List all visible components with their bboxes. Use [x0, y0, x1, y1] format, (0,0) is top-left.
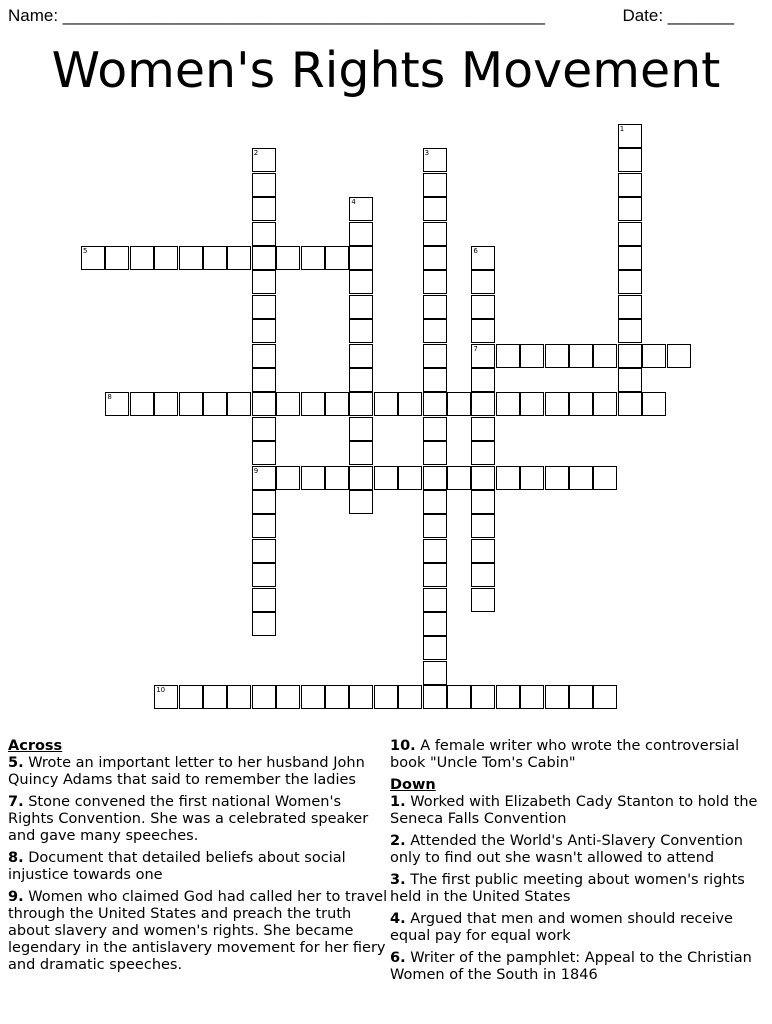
grid-cell[interactable] [642, 392, 666, 416]
grid-cell[interactable] [325, 685, 349, 709]
grid-cell[interactable] [471, 417, 495, 441]
grid-cell[interactable] [179, 392, 203, 416]
grid-cell[interactable] [471, 246, 495, 270]
grid-cell[interactable] [471, 270, 495, 294]
grid-cell[interactable] [252, 441, 276, 465]
clues-left-column [8, 738, 388, 979]
header [8, 6, 764, 28]
grid-cell[interactable] [423, 490, 447, 514]
grid-cell[interactable] [423, 197, 447, 221]
clue-text: Wrote an important letter to her husband John Quincy Adams that said to remember the ladies [8, 755, 365, 788]
grid-cell[interactable] [471, 392, 495, 416]
grid-cell[interactable] [618, 368, 642, 392]
grid-cell[interactable] [618, 319, 642, 343]
clue-number: 6. [390, 950, 406, 966]
clue-number: 5. [8, 755, 24, 771]
cell-number: 6 [473, 247, 478, 255]
grid-cell[interactable] [471, 344, 495, 368]
grid-cell[interactable] [423, 466, 447, 490]
grid-cell[interactable] [203, 246, 227, 270]
grid-cell[interactable] [374, 392, 398, 416]
grid-cell[interactable] [569, 685, 593, 709]
grid-cell[interactable] [349, 246, 373, 270]
grid-cell[interactable] [349, 466, 373, 490]
grid-cell[interactable] [203, 685, 227, 709]
grid-cell[interactable] [471, 685, 495, 709]
grid-cell[interactable] [423, 148, 447, 172]
grid-cell[interactable] [301, 392, 325, 416]
grid-cell[interactable] [423, 514, 447, 538]
grid-cell[interactable] [276, 246, 300, 270]
grid-cell[interactable] [423, 661, 447, 685]
grid-cell[interactable] [423, 636, 447, 660]
grid-cell[interactable] [593, 466, 617, 490]
grid-cell[interactable] [252, 295, 276, 319]
page-title: Women's Rights Movement [51, 42, 721, 99]
grid-cell[interactable] [447, 466, 471, 490]
grid-cell[interactable] [398, 685, 422, 709]
grid-cell[interactable] [301, 466, 325, 490]
grid-cell[interactable] [130, 246, 154, 270]
grid-cell[interactable] [349, 685, 373, 709]
grid-cell[interactable] [349, 344, 373, 368]
clue-text: Worked with Elizabeth Cady Stanton to hold the Seneca Falls Convention [390, 794, 758, 827]
clue-text: Argued that men and women should receive equal pay for equal work [390, 911, 733, 944]
grid-cell[interactable] [349, 270, 373, 294]
grid-cell[interactable] [154, 685, 178, 709]
clue-across-5 [8, 755, 388, 789]
grid-cell[interactable] [325, 466, 349, 490]
grid-cell[interactable] [423, 295, 447, 319]
grid-cell[interactable] [179, 246, 203, 270]
grid-cell[interactable] [227, 392, 251, 416]
grid-cell[interactable] [423, 222, 447, 246]
grid-cell[interactable] [471, 466, 495, 490]
grid-cell[interactable] [496, 344, 520, 368]
clue-text: Writer of the pamphlet: Appeal to the Christian Women of the South in 1846 [390, 950, 752, 983]
grid-cell[interactable] [252, 197, 276, 221]
grid-cell[interactable] [423, 441, 447, 465]
clue-down-3 [390, 872, 765, 906]
grid-cell[interactable] [252, 270, 276, 294]
grid-cell[interactable] [471, 514, 495, 538]
cell-number: 5 [83, 247, 88, 255]
grid-cell[interactable] [423, 392, 447, 416]
grid-cell[interactable] [252, 222, 276, 246]
grid-cell[interactable] [423, 563, 447, 587]
grid-cell[interactable] [569, 392, 593, 416]
grid-cell[interactable] [618, 295, 642, 319]
grid-cell[interactable] [154, 392, 178, 416]
grid-cell[interactable] [349, 222, 373, 246]
grid-cell[interactable] [423, 368, 447, 392]
grid-cell[interactable] [423, 539, 447, 563]
grid-cell[interactable] [349, 392, 373, 416]
grid-cell[interactable] [618, 392, 642, 416]
grid-cell[interactable] [227, 246, 251, 270]
grid-cell[interactable] [593, 685, 617, 709]
grid-cell[interactable] [618, 246, 642, 270]
grid-cell[interactable] [471, 368, 495, 392]
clue-across-9 [8, 889, 388, 974]
grid-cell[interactable] [447, 685, 471, 709]
clue-down-6 [390, 950, 765, 984]
grid-cell[interactable] [545, 685, 569, 709]
cell-number: 9 [253, 466, 259, 475]
clue-down-4 [390, 911, 765, 945]
grid-cell[interactable] [252, 466, 276, 490]
clue-across-8 [8, 850, 388, 884]
grid-cell[interactable] [496, 685, 520, 709]
grid-cell[interactable] [252, 490, 276, 514]
grid-cell[interactable] [252, 514, 276, 538]
grid-cell[interactable] [374, 466, 398, 490]
grid-cell[interactable] [252, 246, 276, 270]
grid-cell[interactable] [471, 295, 495, 319]
grid-cell[interactable] [618, 124, 642, 148]
across-heading: Across [8, 738, 63, 754]
grid-cell[interactable] [325, 246, 349, 270]
grid-cell[interactable] [398, 392, 422, 416]
grid-cell[interactable] [520, 466, 544, 490]
grid-cell[interactable] [618, 197, 642, 221]
clue-text: Women who claimed God had called her to travel through the United States and preach the truth about slavery and women's rights. She became legendary in the antislavery movement for her fiery and dramatic speeches. [8, 889, 388, 973]
clue-number: 10. [390, 738, 416, 754]
clue-down-2 [390, 833, 765, 867]
clue-across-7 [8, 794, 388, 845]
grid-cell[interactable] [423, 344, 447, 368]
grid-cell[interactable] [349, 197, 373, 221]
grid-cell[interactable] [471, 319, 495, 343]
clue-text: Stone convened the first national Women's Rights Convention. She was a celebrated speaker and gave many speeches. [8, 794, 369, 844]
grid-cell[interactable] [301, 685, 325, 709]
grid-cell[interactable] [667, 344, 691, 368]
grid-cell[interactable] [179, 685, 203, 709]
grid-cell[interactable] [276, 685, 300, 709]
grid-cell[interactable] [374, 685, 398, 709]
grid-cell[interactable] [423, 417, 447, 441]
grid-cell[interactable] [447, 392, 471, 416]
grid-cell[interactable] [618, 344, 642, 368]
grid-cell[interactable] [545, 344, 569, 368]
grid-cell[interactable] [252, 588, 276, 612]
grid-cell[interactable] [325, 392, 349, 416]
grid-cell[interactable] [154, 246, 178, 270]
grid-cell[interactable] [471, 588, 495, 612]
grid-cell[interactable] [252, 685, 276, 709]
grid-cell[interactable] [227, 685, 251, 709]
grid-cell[interactable] [423, 588, 447, 612]
grid-cell[interactable] [252, 344, 276, 368]
grid-cell[interactable] [618, 173, 642, 197]
clue-text: Attended the World's Anti-Slavery Convention only to find out she wasn't allowed to attend [390, 833, 743, 866]
grid-cell[interactable] [252, 563, 276, 587]
clue-number: 8. [8, 850, 24, 866]
clue-number: 1. [390, 794, 406, 810]
grid-cell[interactable] [496, 466, 520, 490]
clue-number: 3. [390, 872, 406, 888]
cell-number: 10 [156, 686, 166, 695]
grid-cell[interactable] [471, 539, 495, 563]
grid-cell[interactable] [569, 466, 593, 490]
clue-number: 7. [8, 794, 24, 810]
clue-text: Document that detailed beliefs about social injustice towards one [8, 850, 346, 883]
cell-number: 3 [424, 149, 430, 158]
grid-cell[interactable] [545, 466, 569, 490]
grid-cell[interactable] [423, 173, 447, 197]
grid-cell[interactable] [252, 417, 276, 441]
grid-cell[interactable] [349, 417, 373, 441]
down-heading: Down [390, 777, 436, 793]
grid-cell[interactable] [618, 270, 642, 294]
clue-number: 9. [8, 889, 24, 905]
grid-cell[interactable] [349, 490, 373, 514]
clue-text: The first public meeting about women's rights held in the United States [390, 872, 745, 905]
grid-cell[interactable] [349, 441, 373, 465]
grid-cell[interactable] [203, 392, 227, 416]
grid-cell[interactable] [81, 246, 105, 270]
grid-cell[interactable] [105, 392, 129, 416]
grid-cell[interactable] [252, 173, 276, 197]
grid-cell[interactable] [423, 685, 447, 709]
grid-cell[interactable] [471, 490, 495, 514]
grid-cell[interactable] [252, 392, 276, 416]
grid-cell[interactable] [276, 392, 300, 416]
clue-number: 2. [390, 833, 406, 849]
grid-cell[interactable] [398, 466, 422, 490]
grid-cell[interactable] [618, 222, 642, 246]
cell-number: 8 [107, 393, 112, 402]
grid-cell[interactable] [252, 319, 276, 343]
grid-cell[interactable] [252, 368, 276, 392]
grid-cell[interactable] [520, 685, 544, 709]
grid-cell[interactable] [618, 148, 642, 172]
grid-cell[interactable] [301, 246, 325, 270]
grid-cell[interactable] [252, 612, 276, 636]
cell-number: 2 [253, 149, 259, 158]
cell-number: 7 [473, 344, 478, 353]
grid-cell[interactable] [496, 392, 520, 416]
grid-cell[interactable] [276, 466, 300, 490]
grid-cell[interactable] [593, 392, 617, 416]
grid-cell[interactable] [471, 441, 495, 465]
grid-cell[interactable] [423, 319, 447, 343]
clue-text: A female writer who wrote the controversial book "Uncle Tom's Cabin" [390, 738, 740, 771]
grid-cell[interactable] [105, 246, 129, 270]
clue-number: 4. [390, 911, 406, 927]
clue-down-1 [390, 794, 765, 828]
grid-cell[interactable] [545, 392, 569, 416]
grid-cell[interactable] [593, 344, 617, 368]
grid-cell[interactable] [130, 392, 154, 416]
grid-cell[interactable] [349, 295, 373, 319]
grid-cell[interactable] [520, 392, 544, 416]
grid-cell[interactable] [349, 368, 373, 392]
grid-cell[interactable] [423, 270, 447, 294]
date-field-label[interactable]: Date: _______ [622, 6, 734, 25]
grid-cell[interactable] [423, 612, 447, 636]
grid-cell[interactable] [520, 344, 544, 368]
cell-number: 1 [619, 125, 625, 133]
grid-cell[interactable] [569, 344, 593, 368]
grid-cell[interactable] [423, 246, 447, 270]
name-field-label[interactable]: Name: ___________________________________________________ [8, 6, 545, 25]
grid-cell[interactable] [349, 319, 373, 343]
clue-across-10 [390, 738, 765, 772]
grid-cell[interactable] [642, 344, 666, 368]
cell-number: 4 [351, 198, 356, 207]
clues-right-column [390, 738, 765, 989]
grid-cell[interactable] [252, 539, 276, 563]
grid-cell[interactable] [252, 148, 276, 172]
grid-cell[interactable] [471, 563, 495, 587]
